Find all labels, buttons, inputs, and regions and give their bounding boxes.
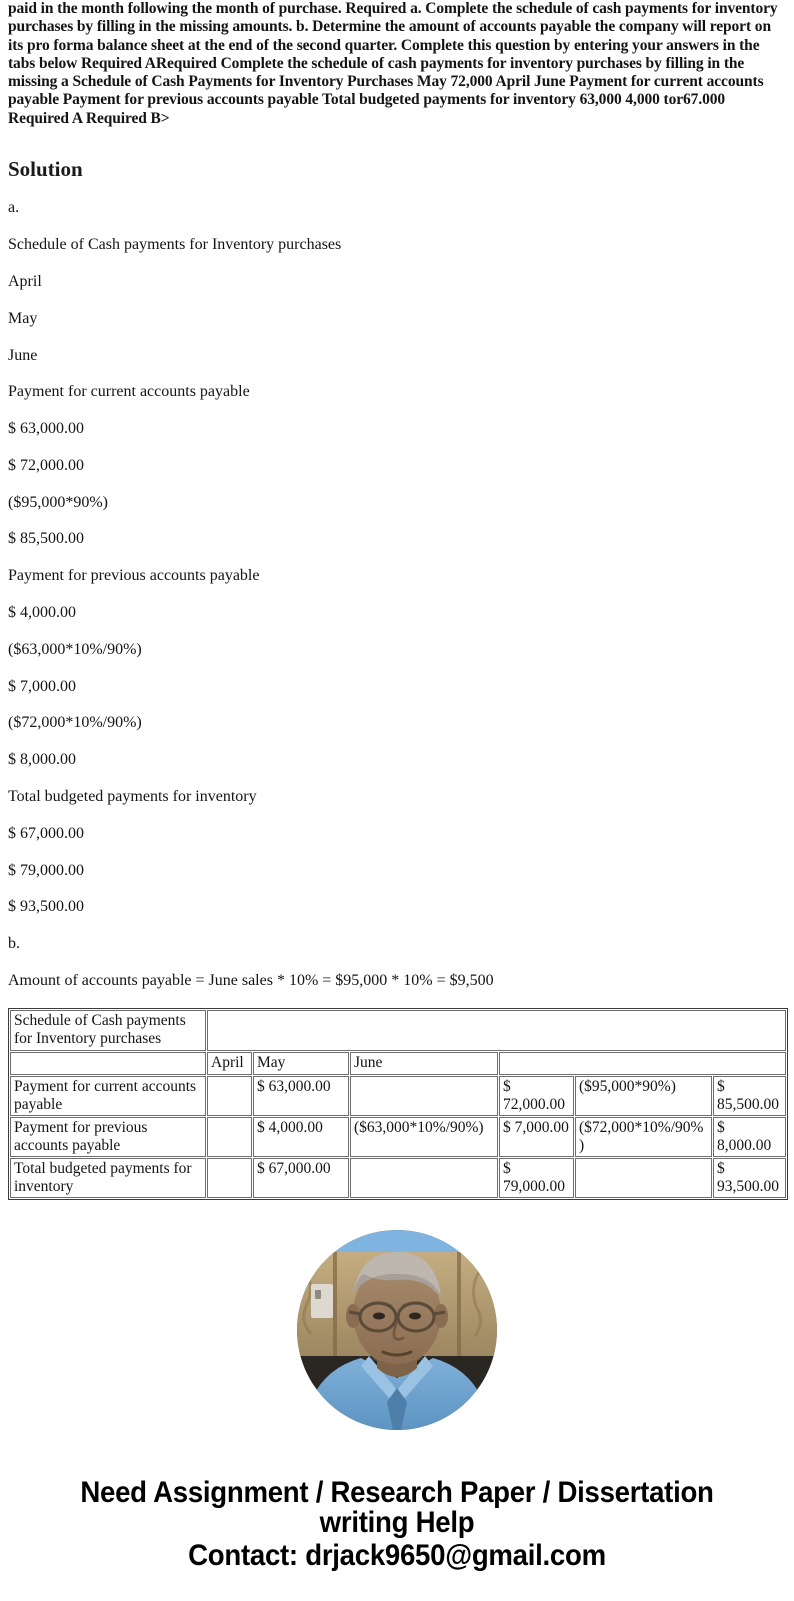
header-filler <box>499 1052 786 1075</box>
spacer <box>0 512 794 530</box>
table-row <box>10 1117 786 1157</box>
header-cell-april: April <box>207 1052 252 1075</box>
spacer <box>0 291 794 309</box>
row-label-current-ap: Payment for current accounts payable <box>10 1076 206 1116</box>
solution-heading: Solution <box>8 156 83 181</box>
cell-v3-current-ap: $ 85,500.00 <box>713 1076 786 1116</box>
cell-april-total <box>207 1158 252 1198</box>
avatar <box>297 1230 497 1430</box>
part-b-text: Amount of accounts payable = June sales * 10% = $95,000 * 10% = $9,500 <box>8 971 494 989</box>
cell-april-previous-ap <box>207 1117 252 1157</box>
cell-v2-total: $ 79,000.00 <box>499 1158 574 1198</box>
current-ap-value-0: $ 63,000.00 <box>8 420 84 438</box>
cell-note2-total <box>575 1158 712 1198</box>
spacer <box>0 696 794 714</box>
month-april: April <box>8 273 42 291</box>
cell-may-current-ap: $ 63,000.00 <box>253 1076 349 1116</box>
spacer <box>0 880 794 898</box>
spacer <box>0 733 794 751</box>
cell-junenote-previous-ap: ($63,000*10%/90%) <box>350 1117 498 1157</box>
footer-cta <box>0 1478 794 1601</box>
spacer <box>0 659 794 677</box>
current-ap-value-2: ($95,000*90%) <box>8 493 108 511</box>
spacer <box>0 181 794 199</box>
cell-note2-current-ap: ($95,000*90%) <box>575 1076 712 1116</box>
row-label-total: Total budgeted payments for inventory <box>10 1158 206 1198</box>
total-value-1: $ 79,000.00 <box>8 861 84 879</box>
total-value-0: $ 67,000.00 <box>8 824 84 842</box>
table-title-cell: Schedule of Cash payments for Inventory purchases <box>10 1010 206 1050</box>
current-ap-value-3: $ 85,500.00 <box>8 530 84 548</box>
previous-ap-label: Payment for previous accounts payable <box>8 567 260 585</box>
header-cell-blank <box>10 1052 206 1075</box>
current-ap-value-1: $ 72,000.00 <box>8 456 84 474</box>
total-value-2: $ 93,500.00 <box>8 898 84 916</box>
spacer <box>0 917 794 935</box>
spacer <box>0 586 794 604</box>
spacer <box>0 402 794 420</box>
previous-ap-value-3: ($72,000*10%/90%) <box>8 714 142 732</box>
footer-contact-email[interactable]: Contact: drjack9650@gmail.com <box>188 1539 606 1573</box>
spacer <box>0 622 794 640</box>
spacer <box>0 806 794 824</box>
current-ap-label: Payment for current accounts payable <box>8 383 250 401</box>
cell-junenote-total <box>350 1158 498 1198</box>
previous-ap-value-4: $ 8,000.00 <box>8 751 76 769</box>
spacer <box>0 843 794 861</box>
cell-april-current-ap <box>207 1076 252 1116</box>
footer-headline-line2: writing Help <box>319 1506 475 1540</box>
month-june: June <box>8 346 38 364</box>
cell-v2-current-ap: $ 72,000.00 <box>499 1076 574 1116</box>
cell-may-total: $ 67,000.00 <box>253 1158 349 1198</box>
cell-v3-total: $ 93,500.00 <box>713 1158 786 1198</box>
footer-headline-line1: Need Assignment / Research Paper / Dissertation <box>80 1476 714 1510</box>
row-label-previous-ap: Payment for previous accounts payable <box>10 1117 206 1157</box>
part-b-label: b. <box>8 935 20 953</box>
spacer <box>0 439 794 457</box>
cell-v2-previous-ap: $ 7,000.00 <box>499 1117 574 1157</box>
avatar-portrait-icon <box>297 1230 497 1430</box>
table-row <box>10 1076 786 1116</box>
spacer <box>0 328 794 346</box>
spacer <box>0 475 794 493</box>
cell-junenote-current-ap <box>350 1076 498 1116</box>
total-label: Total budgeted payments for inventory <box>8 787 257 805</box>
table-row-title <box>10 1010 786 1050</box>
avatar-container <box>0 1230 794 1430</box>
spacer <box>0 953 794 971</box>
table-row-header <box>10 1052 786 1075</box>
spacer <box>0 218 794 236</box>
cell-v3-previous-ap: $ 8,000.00 <box>713 1117 786 1157</box>
schedule-title-text: Schedule of Cash payments for Inventory purchases <box>8 236 342 254</box>
spacer <box>0 770 794 788</box>
header-cell-june: June <box>350 1052 498 1075</box>
table-row <box>10 1158 786 1198</box>
spacer <box>0 549 794 567</box>
spacer <box>0 255 794 273</box>
previous-ap-value-0: $ 4,000.00 <box>8 604 76 622</box>
header-cell-may: May <box>253 1052 349 1075</box>
cell-may-previous-ap: $ 4,000.00 <box>253 1117 349 1157</box>
month-may: May <box>8 309 38 327</box>
spacer <box>0 365 794 383</box>
cell-note2-previous-ap: ($72,000*10%/90%) <box>575 1117 712 1157</box>
schedule-of-cash-payments-table <box>8 1008 788 1200</box>
previous-ap-value-2: $ 7,000.00 <box>8 677 76 695</box>
table-title-filler <box>207 1010 786 1050</box>
previous-ap-value-1: ($63,000*10%/90%) <box>8 640 142 658</box>
question-text: paid in the month following the month of purchase. Required a. Complete the schedule of cash payments for inventory purchases by filling in the missing amounts. b. Determine the amount of accounts payable the company will report on its pro forma balance sheet at the end of the second quarter. Complete this question by entering your answers in the tabs below Required ARequired Complete the schedule of cash payments for inventory purchases by filling in the missing a Schedule of Cash Payments for Inventory Purchases May 72,000 April June Payment for current accounts payable Payment for previous accounts payable Total budgeted payments for inventory 63,000 4,000 tor67.000 Required A Required B> <box>8 0 778 127</box>
part-a-label: a. <box>8 199 20 217</box>
